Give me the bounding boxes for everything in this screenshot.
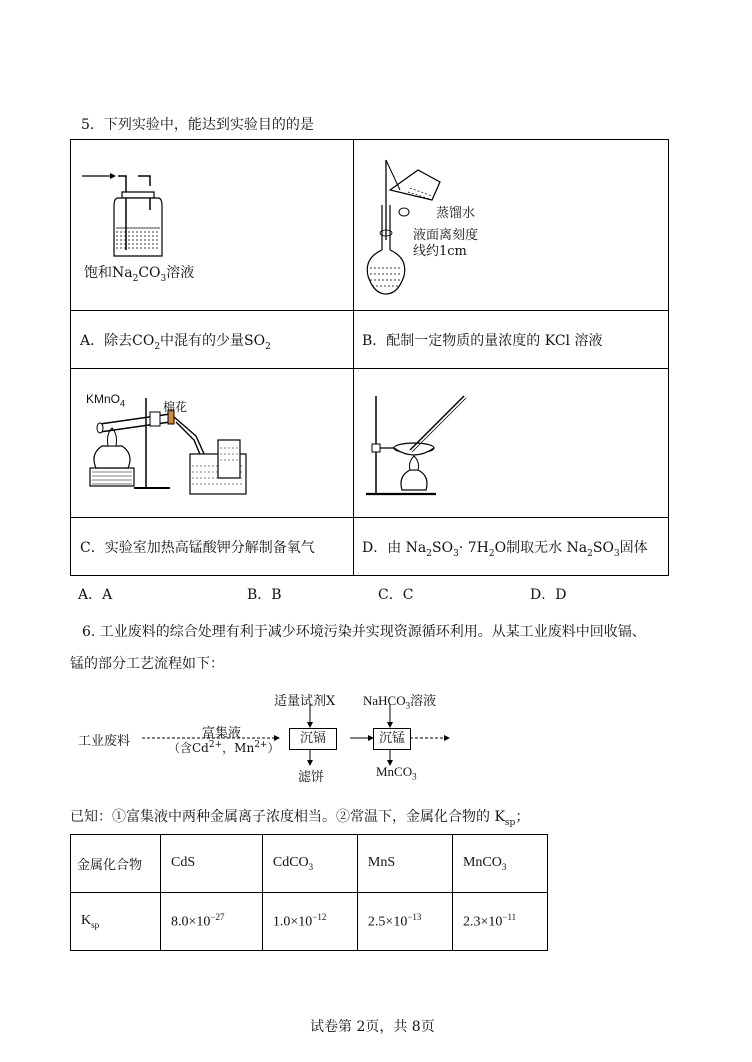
answer-choice-b[interactable]: B．B <box>247 587 282 603</box>
answer-choice-a[interactable]: A．A <box>78 587 113 603</box>
gas-washing-bottle-diagram <box>78 158 228 258</box>
label-kmno4: KMnO$_4$ <box>86 392 126 409</box>
flow-enrich-note: （含$Cd^{2+}$，$Mn^{2+}$） <box>168 740 280 755</box>
option-d-caption: D．由 $Na_2SO_3\cdot 7H_2O$制取无水 $Na_2SO_3$固体 <box>362 540 648 559</box>
ksp-table-header-row <box>71 835 548 893</box>
ksp-value-cell: $2.5\times 10^{-13}$ <box>357 893 452 951</box>
page-footer: 试卷第 2页，共 8页 <box>310 1019 435 1035</box>
flow-nahco3: NaHCO$_3$溶液 <box>363 693 437 711</box>
flow-reagent-x: 适量试剂X <box>274 694 336 709</box>
label-saturated-na2co3: 饱和$Na_2CO_3$溶液 <box>84 265 195 284</box>
flow-step-manganese: 沉锰 <box>373 728 411 750</box>
answer-choice-c[interactable]: C．C <box>378 587 414 603</box>
ksp-value-cell: $8.0\times 10^{-27}$ <box>160 893 262 951</box>
evaporating-dish-apparatus-diagram <box>362 390 472 505</box>
option-c-caption: C．实验室加热高锰酸钾分解制备氧气 <box>80 540 315 556</box>
question-6-stem-line1: 6. 工业废料的综合处理有利于减少环境污染并实现资源循环利用。从某工业废料中回收镉、 <box>82 624 646 640</box>
ksp-value-cell: $1.0\times 10^{-12}$ <box>262 893 357 951</box>
question-5-stem: 5．下列实验中，能达到实验目的的是 <box>81 117 314 133</box>
label-distilled-water: 蒸馏水 <box>436 206 476 221</box>
option-b-caption: B．配制一定物质的量浓度的 KCl 溶液 <box>362 333 603 349</box>
ksp-compound-cell: CdCO$_3$ <box>262 835 357 893</box>
option-a-caption: A．除去$CO_2$中混有的少量$SO_2$ <box>80 333 271 352</box>
ksp-table-value-row <box>71 893 548 951</box>
label-liquid-level: 液面离刻度 <box>413 228 479 243</box>
answer-choice-d[interactable]: D．D <box>530 587 567 603</box>
ksp-row-label: $K_{sp}$ <box>71 893 161 951</box>
ksp-compound-cell: MnS <box>357 835 452 893</box>
flow-source: 工业废料 <box>78 734 131 749</box>
question-6-stem-line2: 锰的部分工艺流程如下： <box>70 656 224 672</box>
label-about-1cm: 线约1cm <box>413 244 467 259</box>
flow-enrich-label: 富集液 <box>202 726 242 741</box>
ksp-compound-cell: CdS <box>160 835 262 893</box>
ksp-compound-cell: MnCO$_3$ <box>452 835 547 893</box>
flow-output-filtercake: 滤饼 <box>298 770 325 785</box>
ksp-header-label: 金属化合物 <box>71 835 161 893</box>
ksp-table <box>70 834 548 951</box>
known-conditions: 已知：①富集液中两种金属离子浓度相当。②常温下，金属化合物的 $K_{sp}$； <box>70 809 530 828</box>
flow-output-mnco3: MnCO$_3$ <box>376 764 417 782</box>
flow-step-cadmium: 沉镉 <box>289 728 337 750</box>
ksp-value-cell: $2.3\times 10^{-11}$ <box>452 893 547 951</box>
label-cotton: 棉花 <box>163 400 188 414</box>
